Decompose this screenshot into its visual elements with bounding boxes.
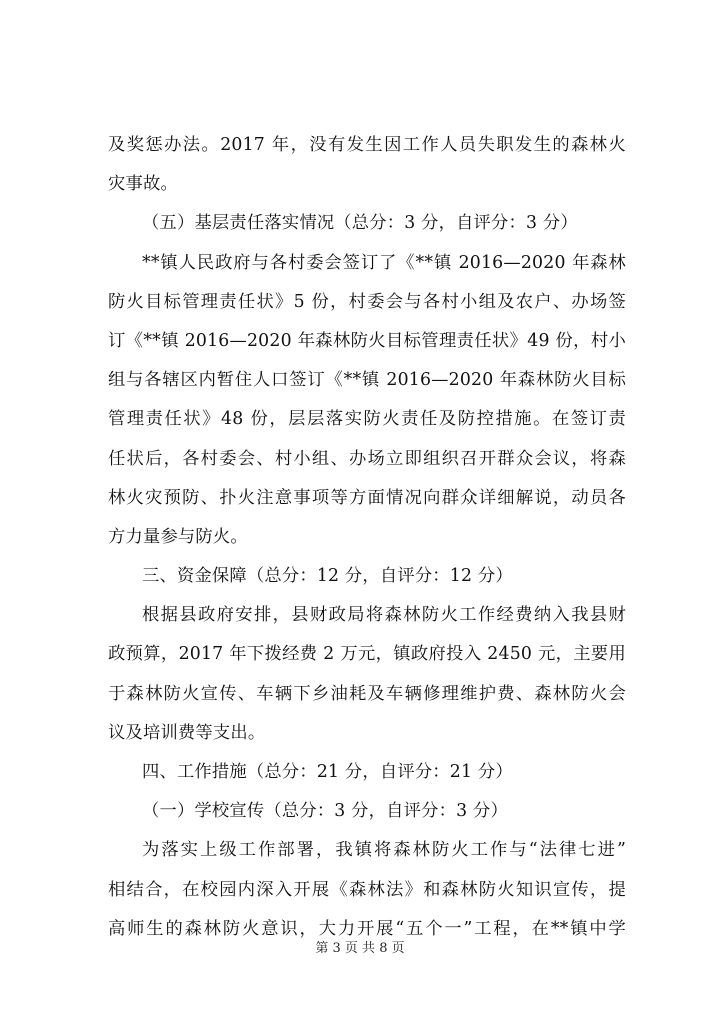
text-line: （一）学校宣传（总分：3 分，自评分：3 分） <box>142 801 508 822</box>
text-line: 组与各辖区内暂住人口签订《**镇 2016—2020 年森林防火目标 <box>108 370 626 391</box>
text-line: 林火灾预防、扑火注意事项等方面情况向群众详细解说，动员各 <box>108 487 626 508</box>
text-line: 任状后，各村委会、村小组、办场立即组织召开群众会议，将森 <box>108 448 626 469</box>
page-footer: 第 3 页 共 8 页 <box>315 941 405 956</box>
text-line: （五）基层责任落实情况（总分：3 分，自评分：3 分） <box>142 213 578 234</box>
text-line: 管理责任状》48 份，层层落实防火责任及防控措施。在签订责 <box>108 409 626 430</box>
text-line: 为落实上级工作部署，我镇将森林防火工作与“法律七进” <box>142 840 626 861</box>
text-line: 于森林防火宣传、车辆下乡油耗及车辆修理维护费、森林防火会 <box>108 683 626 704</box>
text-line: 灾事故。 <box>108 174 178 195</box>
text-line: 方力量参与防火。 <box>108 526 248 547</box>
text-line: 及奖惩办法。2017 年，没有发生因工作人员失职发生的森林火 <box>108 135 626 155</box>
text-line: 高师生的森林防火意识，大力开展“五个一”工程，在**镇中学 <box>108 918 626 939</box>
text-line: 政预算，2017 年下拨经费 2 万元，镇政府投入 2450 元，主要用 <box>108 644 626 665</box>
text-line: 相结合，在校园内深入开展《森林法》和森林防火知识宣传，提 <box>108 879 626 900</box>
text-line: 三、资金保障（总分：12 分，自评分：12 分） <box>142 566 513 587</box>
text-line: 议及培训费等支出。 <box>108 722 266 743</box>
text-line: 根据县政府安排，县财政局将森林防火工作经费纳入我县财 <box>142 605 626 626</box>
text-line: **镇人民政府与各村委会签订了《**镇 2016—2020 年森林 <box>142 252 626 273</box>
body-text <box>108 126 626 949</box>
text-line: 订《**镇 2016—2020 年森林防火目标管理责任状》49 份，村小 <box>108 330 626 351</box>
text-line: 防火目标管理责任状》5 份，村委会与各村小组及农户、办场签 <box>108 291 626 312</box>
text-line: 四、工作措施（总分：21 分，自评分：21 分） <box>142 762 513 782</box>
